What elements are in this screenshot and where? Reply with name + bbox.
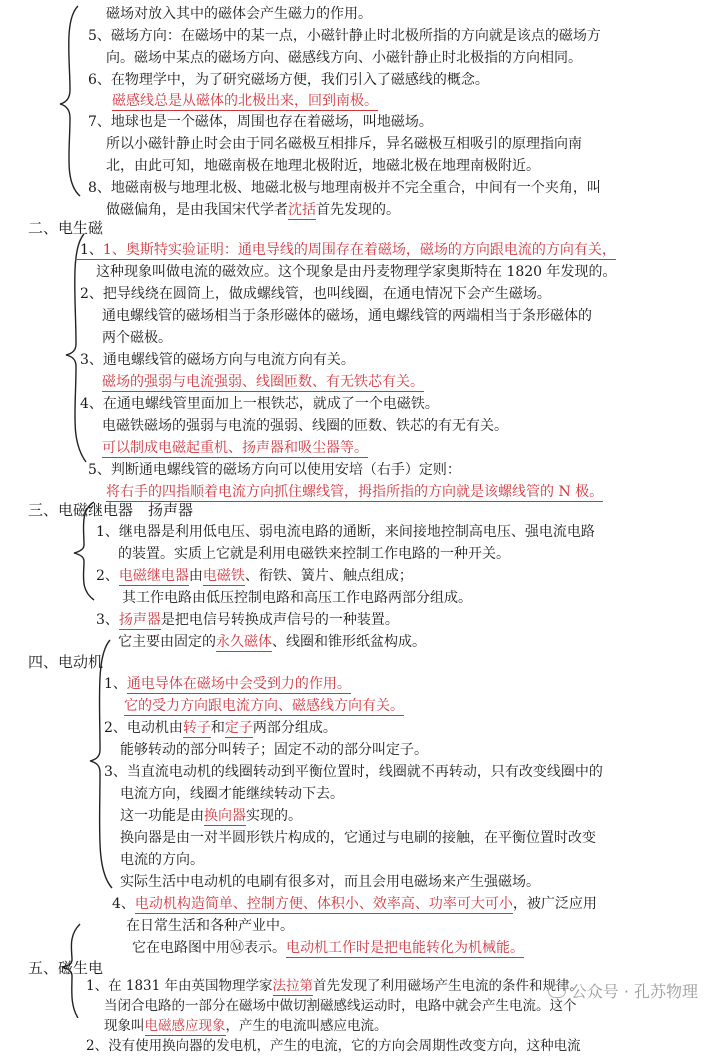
watermark-text: 公众号 · 孔苏物理 <box>570 982 698 1001</box>
red-emphasis: 永久磁体 <box>216 634 272 650</box>
item-7-line-3: 北，由此可知，地磁南极在地理北极附近，地磁北极在地理南极附近。 <box>106 158 540 174</box>
item-6-highlight <box>112 91 378 111</box>
s4-item-3-line-3 <box>120 806 302 826</box>
s4-item-3-line-1: 3、当直流电动机的线圈转动到平衡位置时，线圈就不再转动，只有改变线圈中的 <box>104 764 603 780</box>
s3-item-2-line-2: 其工作电路由低压控制电路和高压工作电路两部分组成。 <box>122 590 472 606</box>
s3-item-3-line-1 <box>96 610 399 630</box>
item-5-line-2: 向。磁场中某点的磁场方向、磁感线方向、小磁针静止时北极指的方向相同。 <box>106 50 582 66</box>
text-segment: 现象叫 <box>104 1018 145 1034</box>
red-emphasis: 磁场的强弱与电流强弱、线圈匝数、有无铁芯有关。 <box>102 374 424 390</box>
text-segment: 做磁偏角，是由我国宋代学者 <box>106 202 288 218</box>
text-segment: 这一功能是由 <box>120 808 204 824</box>
red-emphasis: 电动机构造简单、控制方便、体积小、效率高、功率可大可小 <box>134 896 513 912</box>
s4-item-3-line-2: 电流方向，线圈才能继续转动下去。 <box>120 786 344 802</box>
text-segment: 它在电路图中用Ⓜ表示。 <box>132 940 286 956</box>
brace-section-1 <box>60 6 80 196</box>
text-segment: 1、 <box>104 676 127 692</box>
section-heading-2: 二、电生磁 <box>28 219 104 237</box>
text-segment: 1、在 1831 年由英国物理学家 <box>86 978 273 994</box>
wechat-icon <box>548 984 566 998</box>
red-emphasis: 磁感线总是从磁体的北极出来，回到南极。 <box>112 93 378 109</box>
text-line: 磁场对放入其中的磁体会产生磁力的作用。 <box>106 6 372 22</box>
s2-item-4-line-2: 电磁铁磁场的强弱与电流的强弱、线圈的匝数、铁芯的有无有关。 <box>102 418 508 434</box>
red-emphasis: 扬声器 <box>118 612 161 628</box>
text-segment: 由 <box>188 568 203 584</box>
red-emphasis: 沈括 <box>288 202 316 218</box>
s4-item-3-line-6: 实际生活中电动机的电刷有很多对，而且会用电磁场来产生强磁场。 <box>120 874 540 890</box>
s4-item-2-line-2: 能够转动的部分叫转子；固定不动的部分叫定子。 <box>120 742 428 758</box>
brace-section-2 <box>66 234 86 462</box>
item-5-line-1: 5、磁场方向：在磁场中的某一点，小磁针静止时北极所指的方向就是该点的磁场方 <box>88 28 601 44</box>
s2-item-3-line-1: 3、通电螺线管的磁场方向与电流方向有关。 <box>80 352 355 368</box>
section-heading-3: 三、电磁继电器 扬声器 <box>28 501 194 519</box>
text-segment: 首先发现了利用磁场产生电流的条件和规律。 <box>313 978 584 994</box>
s5-item-2-line-1: 2、没有使用换向器的发电机，产生的电流，它的方向会周期性改变方向，这种电流 <box>86 1038 581 1054</box>
s2-item-4-highlight <box>102 438 368 458</box>
s4-item-1-highlight <box>124 696 404 716</box>
s3-item-1-line-2: 的装置。实质上它就是利用电磁铁来控制工作电路的一种开关。 <box>118 546 510 562</box>
item-6-line-1: 6、在物理学中，为了研究磁场方便，我们引入了磁感线的概念。 <box>88 72 489 88</box>
text-segment: 、线圈和锥形纸盆构成。 <box>272 634 426 650</box>
s3-item-3-line-2 <box>118 632 426 652</box>
s2-item-5-line-1: 5、判断通电螺线管的磁场方向可以使用安培（右手）定则： <box>88 462 461 478</box>
s5-item-1-line-1 <box>86 976 583 996</box>
s2-item-2-line-2: 通电螺线管的磁场相当于条形磁体的磁场，通电螺线管的两端相当于条形磁体的 <box>102 308 592 324</box>
text-segment: 2、 <box>96 568 119 584</box>
red-emphasis: 法拉第 <box>272 978 314 994</box>
s2-item-1-line-2: 这种现象叫做电流的磁效应。这个现象是由丹麦物理学家奥斯特在 1820 年发现的。 <box>96 264 617 280</box>
text-segment: 4、 <box>112 896 135 912</box>
s4-item-2-line-1 <box>104 718 337 738</box>
s3-item-2-line-1 <box>96 566 413 586</box>
text-segment: 、衔铁、簧片、触点组成； <box>244 568 413 584</box>
s2-item-5-highlight <box>106 482 603 502</box>
text-segment: 和 <box>210 720 225 736</box>
red-emphasis: 1、奥斯特实验证明：通电导线的周围存在着磁场，磁场的方向跟电流的方向有关， <box>75 242 616 260</box>
red-emphasis: 定子 <box>224 720 253 736</box>
s4-item-4-line-3 <box>132 938 524 958</box>
section-heading-4: 四、电动机 <box>28 653 104 671</box>
text-segment: 实现的。 <box>246 808 302 824</box>
s4-item-4-line-2: 在日常生活和各种产业中。 <box>126 918 294 934</box>
s4-item-1-line-1 <box>104 674 351 694</box>
item-8-line-2 <box>106 200 400 220</box>
text-segment: ，被广泛应用 <box>512 896 597 912</box>
red-emphasis: 通电导体在磁场中会受到力的作用。 <box>126 676 351 692</box>
section-heading-5: 五、磁生电 <box>28 959 104 977</box>
red-emphasis: 电磁铁 <box>202 568 245 584</box>
red-emphasis: 可以制成电磁起重机、扬声器和吸尘器等。 <box>102 440 368 456</box>
s4-item-3-line-5: 电流的方向。 <box>120 852 204 868</box>
red-emphasis: 换向器 <box>204 808 246 824</box>
text-segment: 是把电信号转换成声信号的一种装置。 <box>160 612 399 628</box>
watermark <box>548 979 698 1002</box>
s3-item-1-line-1: 1、继电器是利用低电压、弱电流电路的通断，来间接地控制高电压、强电流电路 <box>96 524 595 540</box>
s5-item-1-line-3 <box>104 1016 388 1036</box>
red-emphasis: 将右手的四指顺着电流方向抓住螺线管，拇指所指的方向就是该螺线管的 N 极。 <box>106 484 604 500</box>
text-segment: 首先发现的。 <box>316 202 400 218</box>
item-7-line-1: 7、地球也是一个磁体，周围也存在着磁场，叫地磁场。 <box>88 114 433 130</box>
s2-item-2-line-1: 2、把导线绕在圆筒上，做成螺线管，也叫线圈，在通电情况下会产生磁场。 <box>80 286 551 302</box>
s2-item-3-highlight <box>102 372 424 392</box>
s2-item-2-line-3: 两个磁极。 <box>102 330 172 346</box>
s4-item-4-line-1 <box>112 894 597 914</box>
s5-item-1-line-2: 当闭合电路的一部分在磁场中做切割磁感线运动时，电路中就会产生电流。这个 <box>104 998 577 1014</box>
red-emphasis: 它的受力方向跟电流方向、磁感线方向有关。 <box>124 698 404 714</box>
text-segment: 它主要由固定的 <box>118 634 216 650</box>
s2-item-1-line-1: 1、1、奥斯特实验证明：通电导线的周围存在着磁场，磁场的方向跟电流的方向有关， <box>80 240 616 260</box>
item-7-line-2: 所以小磁针静止时会由于同名磁极互相排斥，异名磁极互相吸引的原理指向南 <box>106 136 582 152</box>
red-emphasis: 电磁继电器 <box>118 568 189 584</box>
text-segment: 2、电动机由 <box>104 720 183 736</box>
text-segment: ，产生的电流叫感应电流。 <box>225 1018 388 1034</box>
s4-item-3-line-4: 换向器是由一对半圆形铁片构成的，它通过与电刷的接触，在平衡位置时改变 <box>120 830 596 846</box>
red-emphasis: 电磁感应现象 <box>144 1018 226 1034</box>
s2-item-4-line-1: 4、在通电螺线管里面加上一根铁芯，就成了一个电磁铁。 <box>80 396 439 412</box>
text-segment: 两部分组成。 <box>252 720 337 736</box>
item-8-line-1: 8、地磁南极与地理北极、地磁北极与地理南极并不完全重合，中间有一个夹角，叫 <box>88 180 601 196</box>
text-segment: 3、 <box>96 612 119 628</box>
red-emphasis: 电动机工作时是把电能转化为机械能。 <box>286 940 524 956</box>
red-emphasis: 转子 <box>182 720 211 736</box>
